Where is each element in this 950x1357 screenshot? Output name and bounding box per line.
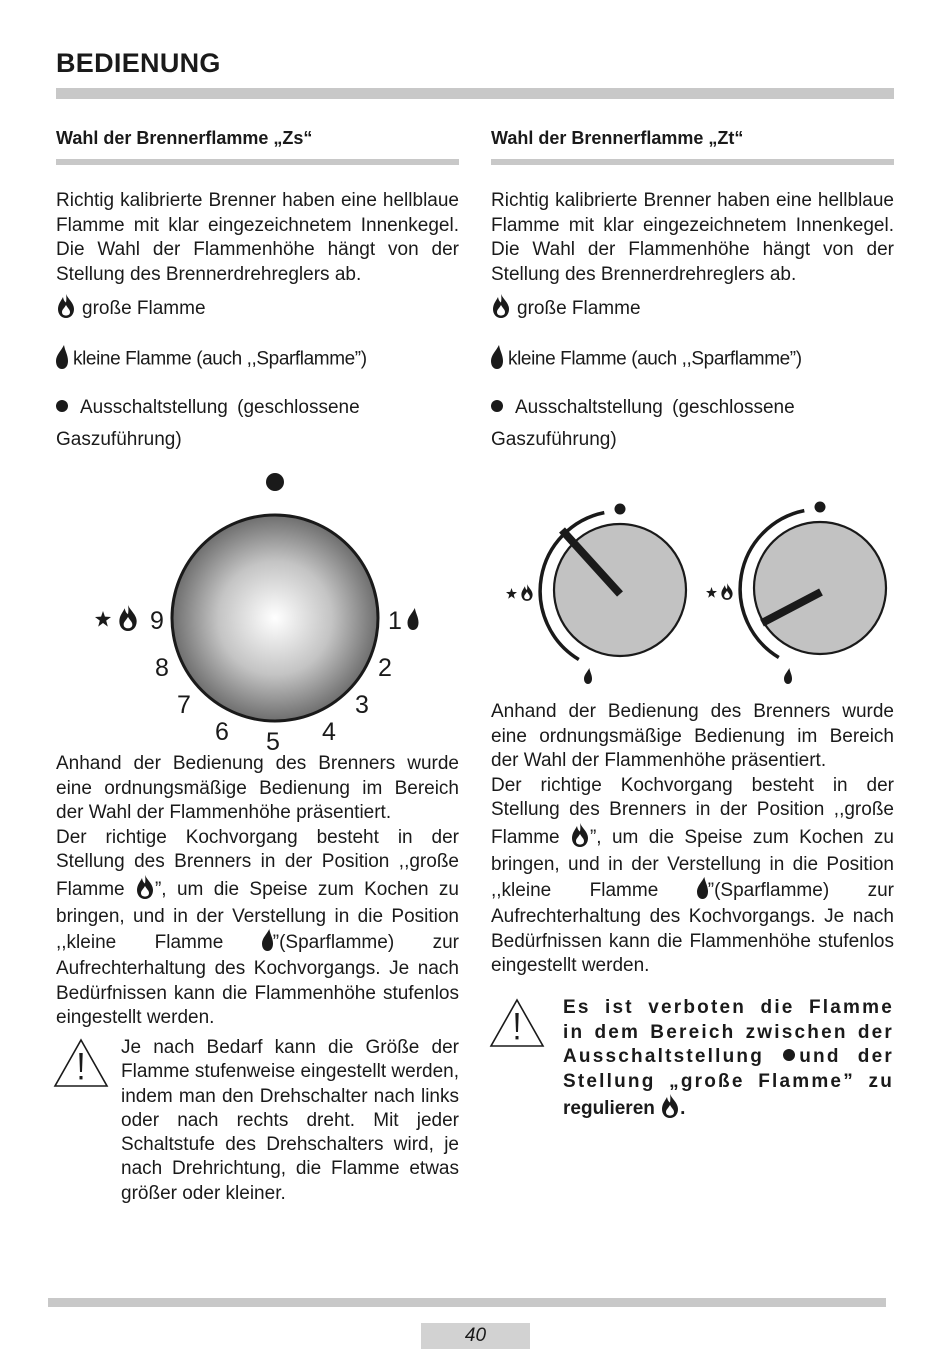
- left-heading-rule: [56, 159, 459, 165]
- off-dot-icon: [783, 1049, 795, 1061]
- left-body-p1: Anhand der Bedienung des Brenners wurde eine ordnungsmäßige Bedienung im Bereich der Wahl der Flammenhöhe präsentiert.: [56, 753, 459, 823]
- title-rule: [56, 88, 894, 99]
- zs-knob[interactable]: [172, 515, 378, 721]
- off-dot-icon: [491, 400, 503, 412]
- page-number: 40: [421, 1323, 530, 1349]
- zt-knob-b[interactable]: [754, 522, 886, 654]
- knob-number-9: 9: [150, 607, 164, 635]
- right-body-p2c: ”(Sparflamme) zur Aufrechterhaltung des Kochvorgangs. Je nach Bedürfnissen kann die Flammenhöhe stufenlos eingestellt werden.: [491, 880, 895, 976]
- left-small-flame-line: [56, 345, 367, 374]
- big-flame-icon: [660, 1094, 680, 1118]
- left-warning-text: Je nach Bedarf kann die Größe der Flamme stufenweise eingestellt werden, indem man den Drehschalter nach links oder nach rechts dreht. Mit jeder Schaltstufe des Drehschalters wird, je nach Drehrichtung, die Flamme etwas größer oder kleiner.: [121, 1037, 459, 1204]
- knob-number-5: 5: [266, 728, 280, 756]
- warning-icon: [489, 997, 545, 1049]
- off-position-dot: [266, 473, 284, 491]
- knob-number-3: 3: [355, 691, 369, 719]
- star-icon: [506, 588, 517, 599]
- right-warning-d: .: [680, 1098, 686, 1120]
- knob-number-2: 2: [378, 654, 392, 682]
- right-intro: Richtig kalibrierte Brenner haben eine hellblaue Flamme mit klar eingezeichnetem Innenkegel. Die Wahl der Flammenhöhe hängt von der Stellung des Brennerdrehreglers ab.: [491, 190, 894, 285]
- right-warning-end: [563, 1094, 685, 1124]
- right-body-p2b: ”, um die Speise zum Kochen zu bringen, und in der Verstellung in die Position ,,kleine Flamme: [491, 826, 894, 902]
- right-heading: Wahl der Brennerflamme „Zt“: [491, 128, 744, 148]
- right-off-line-2: Gaszuführung): [491, 429, 617, 450]
- knob-number-6: 6: [215, 718, 229, 746]
- big-flame-icon: [721, 583, 732, 600]
- small-flame-icon: [262, 929, 273, 951]
- small-flame-icon: [408, 608, 419, 630]
- star-icon: [95, 611, 111, 627]
- knob-number-8: 8: [155, 654, 169, 682]
- off-position-dot: [615, 504, 626, 515]
- warning-icon: [53, 1037, 109, 1089]
- big-flame-icon: [491, 294, 511, 318]
- knob-number-1: 1: [388, 607, 402, 635]
- small-flame-icon: [584, 668, 592, 684]
- left-intro: Richtig kalibrierte Brenner haben eine hellblaue Flamme mit klar eingezeichnetem Innenkegel. Die Wahl der Flammenhöhe hängt von der Stellung des Brennerdrehreglers ab.: [56, 190, 459, 285]
- big-flame-icon: [135, 875, 155, 899]
- right-off-label-1: Ausschaltstellung (geschlossene: [515, 397, 795, 418]
- off-dot-icon: [56, 400, 68, 412]
- right-small-flame-label: kleine Flamme (auch ,,Sparflamme”): [508, 348, 802, 370]
- left-body-p2b: ”, um die Speise zum Kochen zu bringen, und in der Verstellung in die Position ,,kleine Flamme: [56, 878, 459, 954]
- page-title: BEDIENUNG: [56, 48, 221, 78]
- star-icon: [706, 587, 717, 598]
- small-flame-icon: [491, 345, 503, 369]
- right-warning-a: Es ist verboten die Flamme in dem Bereich zwischen der Ausschaltstellung: [563, 997, 894, 1067]
- right-heading-rule: [491, 159, 894, 165]
- big-flame-icon: [119, 605, 136, 631]
- right-big-flame-label: große Flamme: [517, 298, 641, 320]
- small-flame-icon: [784, 668, 792, 684]
- right-warning-text: [563, 996, 894, 1094]
- left-body: [56, 752, 459, 1031]
- left-heading: Wahl der Brennerflamme „Zs“: [56, 128, 313, 148]
- zs-knob-diagram: [85, 465, 445, 765]
- big-flame-icon: [570, 823, 590, 847]
- right-warning-c: regulieren: [563, 1098, 661, 1120]
- left-off-line-2: Gaszuführung): [56, 429, 182, 450]
- left-body-p2a: Der richtige Kochvorgang besteht in der Stellung des Brenners in der Position ,,große Flamme: [56, 826, 459, 900]
- right-off-line: [491, 397, 795, 419]
- big-flame-icon: [56, 294, 76, 318]
- left-small-flame-label: kleine Flamme (auch ,,Sparflamme”): [73, 348, 367, 370]
- left-off-label-1: Ausschaltstellung (geschlossene: [80, 397, 360, 418]
- off-position-dot: [815, 502, 826, 513]
- zt-knob-low: [706, 502, 886, 685]
- right-body-p2a: Der richtige Kochvorgang besteht in der Stellung des Brenners in der Position ,,große Flamme: [491, 774, 894, 848]
- knob-number-7: 7: [177, 691, 191, 719]
- right-small-flame-line: [491, 345, 802, 374]
- right-big-flame-line: [491, 294, 641, 324]
- footer-rule: [48, 1298, 886, 1307]
- right-warning-b: und der Stellung „große Flamme” zu: [563, 1046, 894, 1092]
- zt-knob-diagram: [500, 495, 900, 690]
- left-off-line: [56, 397, 360, 419]
- left-big-flame-line: [56, 294, 206, 324]
- small-flame-icon: [697, 877, 708, 899]
- right-body-p1: Anhand der Bedienung des Brenners wurde eine ordnungsmäßige Bedienung im Bereich der Wahl der Flammenhöhe präsentiert.: [491, 701, 894, 771]
- left-body-p2c: ”(Sparflamme) zur Aufrechterhaltung des Kochvorgangs. Je nach Bedürfnissen kann die Flammenhöhe stufenlos eingestellt werden.: [56, 932, 460, 1028]
- zt-knob-high: [506, 504, 686, 685]
- right-body: [491, 700, 894, 979]
- knob-number-4: 4: [322, 718, 336, 746]
- left-big-flame-label: große Flamme: [82, 298, 206, 320]
- small-flame-icon: [56, 345, 68, 369]
- big-flame-icon: [521, 584, 532, 601]
